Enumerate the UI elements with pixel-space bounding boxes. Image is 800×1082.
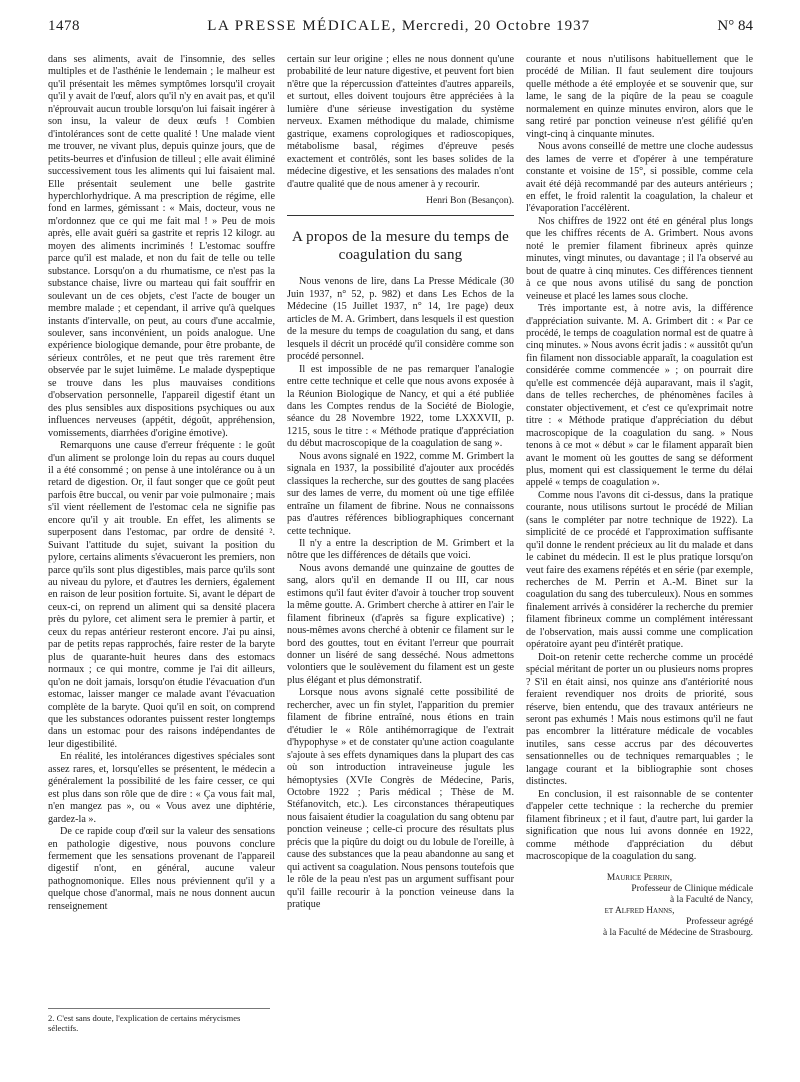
paragraph: Nous avons conseillé de mettre une cloche audessus des lames de verre et d'opérer à une température constante et voisine de 15°, si possible, comme cela avait été déjà recommandé par des auteurs antérieurs ; en effet, le froid ralentit la coagulation, la chaleur et l'évaporation l'accélèrent. xyxy=(526,141,753,215)
paragraph: De ce rapide coup d'œil sur la valeur des sensations en pathologie digestive, nous pouvons conclure fermement que les sensations provenant de l'appareil digestif n'ont, en général, aucune valeur pathognomonique. Elles nous préviennent qu'il y a quelque chose d'anormal, mais ne nous donnent aucun renseignement xyxy=(48,826,275,912)
paragraph: En conclusion, il est raisonnable de se contenter d'appeler cette technique : la recherche du premier filament fibrineux ; et il faut, d'autre part, lui garder la signification que nous lui avons donnée en 1922, comme méthode d'appréciation du début macroscopique de la coagulation du sang. xyxy=(526,788,753,862)
author-affiliation: à la Faculté de Nancy, xyxy=(670,895,753,906)
page-header xyxy=(48,18,753,40)
author-signature: Henri Bon (Besançon). xyxy=(426,195,514,206)
paragraph: Doit-on retenir cette recherche comme un procédé spécial méritant de porter un ou plusieurs noms propres ? S'il en était ainsi, nos quinze ans d'antériorité nous feraient revendiquer nos droits de priorité, sous réserve, bien entendu, que des travaux antérieurs ne seront pas exhumés ! Mais nous estimons qu'il ne faut pas encombrer la littérature médicale de vocables inutiles, sans cesse accrus par des découvertes sensationnelles ou de techniques remarquables ; le langage courant et la bibliographie sont choses distinctes. xyxy=(526,651,753,788)
paragraph: Il n'y a entre la description de M. Grimbert et la nôtre que les différences de détails que voici. xyxy=(287,537,514,562)
column-1 xyxy=(48,54,275,1004)
running-title xyxy=(207,18,590,35)
paragraph: Nous avons demandé une quinzaine de gouttes de sang, alors qu'il en demande II ou III, car nous estimons qu'il faut éviter d'avoir à toucher trop souvent la même goutte. A. Grimbert cherche à attirer en l'air le filament fibrineux (d'après sa figure explicative) ; nous-mêmes avons cherché à obtenir ce filament sur le bord des gouttes, tout en évitant l'erreur que pourrait donner un liséré de sang desséché. Nous admettons volontiers que le soulèvement du filament est un geste plus élégant et plus démonstratif. xyxy=(287,562,514,686)
paragraph: Très importante est, à notre avis, la différence d'appréciation suivante. M. A. Grimbert dit : « Par ce procédé, le temps de coagulation normal est de quatre à cinq minutes. » Nous avons écrit jadis : « aussitôt qu'un fin filament non dissociable apparaît, la coagulation est considérée comme commencée » ; on pourrait dire qu'elle est commencée déjà auparavant, mais il s'agit, dans de telles recherches, de phénomènes faciles à constater objectivement, et c'est ce qu'exprimait notre titre : « Méthode pratique d'appréciation du début macroscopique de la coagulation du sang. » Nous tenons à ce mot « début » car le filament apparaît bien avant le moment où les gouttes de sang se déforment plus, moment qui est classiquement le terme du délai appelé « temps de coagulation ». xyxy=(526,303,753,489)
paragraph: dans ses aliments, avait de l'insomnie, des selles multiples et de l'asthénie le lendemain ; le malheur est qu'il présentait les mêmes symptômes lorsqu'il croyait qu'il y avait de l'œuf, alors qu'il n'y en avait pas, et qu'il n'éprouvait aucun trouble lorsqu'on lui faisait ingérer à son insu, la valeur de deux œufs ! Combien d'intolérances sont de cette qualité ! Une malade vient me trouver, ne vivant plus, depuis quinze jours, que de petits-beurres et d'infusion de tilleul ; elle avait éliminé successivement tous les aliments qui lui faisaient mal. Elle présentait seulement une belle gastrite hyperchlorhydrique. A ma prescription de régime, elle fond en larmes, gémissant : « Mais, docteur, vous ne m'ordonnez que ce qui me fait mal ! » Peu de mois après, elle avait guéri sa gastrite et repris 12 kilogr. au moyen des aliments incriminés ! L'estomac souffre parce qu'il est malade, et non du fait de telle ou telle substance. Lorsqu'on a du rhumatisme, ce n'est pas la substance chaise, livre ou marteau qui fait souffrir en soulevant un de ces objets, c'est l'acte de bouger un membre malade ; et cependant, il arrive qu'à quelques instants d'intervalle, on peut, au cours d'une accalmie, soulever, sans inconvénient, un poids analogue. Une expérience biologique demande, pour être probante, de sérieux contrôles, et ne peut que très rarement être observée par le sujet luimême. Le malade dyspeptique se trouve dans les plus mauvaises conditions d'observation personnelle, l'appareil digestif étant un des plus sensibles aux dispositions psychiques ou aux influences nerveuses (appétit, dégoût, appréhension, vomissements, diarrhées d'origine émotive). xyxy=(48,54,275,439)
paragraph: Comme nous l'avons dit ci-dessus, dans la pratique courante, nous utilisons surtout le procédé de Milian (sans le compléter par notre technique de 1922). La simplicité de ce procédé et l'approximation suffisante qu'il donne le rendent précieux au lit du malade et dans le cabinet du médecin. Il est le plus pratique lorsqu'on veut faire des examens répétés et en série (par exemple, recherches de M. Perrin et A.-M. Binet sur la coagulation du sang des tuberculeux). Nous en sommes finalement arrivés à considérer la recherche du premier filament fibrineux comme un complément intéressant de l'observation, mais aussi comme une complication opératoire ayant peu d'intérêt pratique. xyxy=(526,489,753,651)
author-affiliation: Professeur de Clinique médicale xyxy=(631,884,753,895)
paragraph: Remarquons une cause d'erreur fréquente : le goût d'un aliment se prolonge loin du repas au cours duquel il a été consommé ; on pense à une intolérance ou à un retard de digestion. Or, il faut songer que ce goût peut parfois être buccal, ou venir par voie pulmonaire ; mais s'il vient réellement de l'estomac cela ne signifie pas encore qu'il y ait trouble. En effet, les aliments se superposent dans l'estomac, par ordre de densité ². Suivant l'attitude du sujet, suivant la position du pylore, certains aliments s'évacueront les premiers, non parce qu'ils sont plus digestibles, mais parce qu'ils sont au niveau du pylore, et d'autres les derniers, également en raison de leur position fortuite. Si, avant le départ de ceux-ci, on reprend un aliment qui sa densité placera près du pylore, cet aliment sera le premier à partir, et ceux du repas antérieur resteront encore. J'ai pu ainsi, par de petits repas rapprochés, faire rester de la baryte plus de quarante-huit heures dans des estomacs normaux ; ce qui montre, comme je l'ai dit ailleurs, qu'on ne doit jamais, lorsqu'on étudie l'évacuation d'un estomac, laisser manger ce malade avant l'évacuation complète de la baryte. Quoi qu'il en soit, on comprend que les substances odorantes puissent rester longtemps dans un estomac pour des raisons indépendantes de leur digestibilité. xyxy=(48,440,275,750)
author-name: Maurice Perrin, xyxy=(606,873,673,884)
footnote: 2. C'est sans doute, l'explication de certains mérycismes sélectifs. xyxy=(48,1008,270,1033)
column-2 xyxy=(287,54,514,1004)
section-divider xyxy=(287,215,514,216)
column-3 xyxy=(526,54,753,1004)
paragraph: En réalité, les intolérances digestives spéciales sont assez rares, et, lorsqu'elles se présentent, le médecin a généralement la possibilité de les faire cesser, ce qui est plus dans son rôle que de dire : « Ça vous fait mal, n'en mangez pas », ou « Vous avez une diphtérie, gardez-la ». xyxy=(48,751,275,825)
page-number: 1478 xyxy=(48,18,80,34)
author-affiliation: Professeur agrégé xyxy=(686,917,753,928)
paragraph: Lorsque nous avons signalé cette possibilité de rechercher, avec un fin stylet, l'apparition du premier filament de fibrine entraîné, nous étions en train d'étudier le « Rôle antihémorragique de l'extrait d'hypophyse » et de constater qu'une action coagulante s'ajoute à ses effets dynamiques dans la plupart des cas où son introduction intraveineuse jugule les hémoptysies (XVIe Congrès de Médecine, Paris, Octobre 1922 ; Paris médical ; Thèse de M. Stéfanovitch, etc.). Les circonstances thérapeutiques nous faisaient étudier la coagulation du sang obtenu par ponction veineuse ; celle-ci procure des résultats plus précis que la piqûre du doigt ou du lobule de l'oreille, à cause des substances que la peau abandonne au sang et qui activent sa coagulation. Nous pensons toutefois que le rôle de la peau n'est pas un argument suffisant pour qu'il faille recourir à la ponction veineuse dans la pratique xyxy=(287,687,514,911)
issue-number: N° 84 xyxy=(717,18,753,34)
paragraph: Nous venons de lire, dans La Presse Médicale (30 Juin 1937, n° 52, p. 982) et dans Les Echos de la Médecine (15 Juillet 1937, n° 14, 1re page) deux articles de M. A. Grimbert, dans lesquels il est question de la mesure du temps de coagulation du sang, et dans lesquels il décrit un procédé qu'il considère comme son procédé personnel. xyxy=(287,276,514,363)
article-title: A propos de la mesure du temps de coagulation du sang xyxy=(292,229,509,264)
author-affiliation: à la Faculté de Médecine de Strasbourg. xyxy=(602,928,753,939)
author-name: et Alfred Hanns, xyxy=(604,906,675,917)
paragraph: courante et nous n'utilisons habituellement que le procédé de Milian. Il faut seulement dire toujours quelle méthode a été employée et se souvenir que, sur lame, le sang de la piqûre de la peau se coagule normalement en quinze minutes environ, alors que le sang retiré par ponction veineuse n'est gélifié qu'en vingt-cinq à cinquante minutes. xyxy=(526,54,753,140)
issue-date: Mercredi, 20 Octobre 1937 xyxy=(401,18,591,34)
paragraph: Il est impossible de ne pas remarquer l'analogie entre cette technique et celle que nous avons exposée à la Réunion Biologique de Nancy, et qui a été publiée dans les Comptes rendus de la Société de Biologie, séance du 28 Novembre 1922, tome LXXXVII, p. 1215, sous le titre : « Méthode pratique d'appréciation du début macroscopique de la coagulation de sang ». xyxy=(287,363,514,450)
article-columns xyxy=(48,54,753,1004)
author-block xyxy=(526,873,753,939)
journal-name: LA PRESSE MÉDICALE, xyxy=(207,18,398,34)
paragraph: Nous avons signalé en 1922, comme M. Grimbert la signala en 1937, la possibilité d'ajouter aux procédés classiques la recherche, sur des gouttes de sang placées sur des lames de verre, du moment où une tige effilée entraîne un filament de fibrine. Nous ne connaissons pas d'autres références bibliographiques concernant cette technique. xyxy=(287,450,514,537)
paragraph: certain sur leur origine ; elles ne nous donnent qu'une probabilité de leur nature digestive, et peuvent fort bien n'être que la répercussion d'atteintes d'autres appareils, et surtout, elles doivent toujours être appréciées à la lumière d'une sérieuse investigation du système nerveux. Examen méthodique du malade, chimisme gastrique, examens coprologiques et radioscopiques, métabolisme basal, régimes d'épreuve pesés exactement et contrôlés, sont les bases solides de la médecine digestive, et les sensations des malades n'ont d'autre qualité que de nous amener à y recourir. xyxy=(287,54,514,190)
paragraph: Nos chiffres de 1922 ont été en général plus longs que les chiffres récents de A. Grimbert. Nous avons noté le premier filament fibrineux après quinze minutes, vingt minutes, ou davantage ; il l'a observé au bout de quatre à cinq minutes. Ces différences tiennent à ce que nous avons utilisé du sang de ponction veineuse et placé les lames sous cloche. xyxy=(526,215,753,302)
